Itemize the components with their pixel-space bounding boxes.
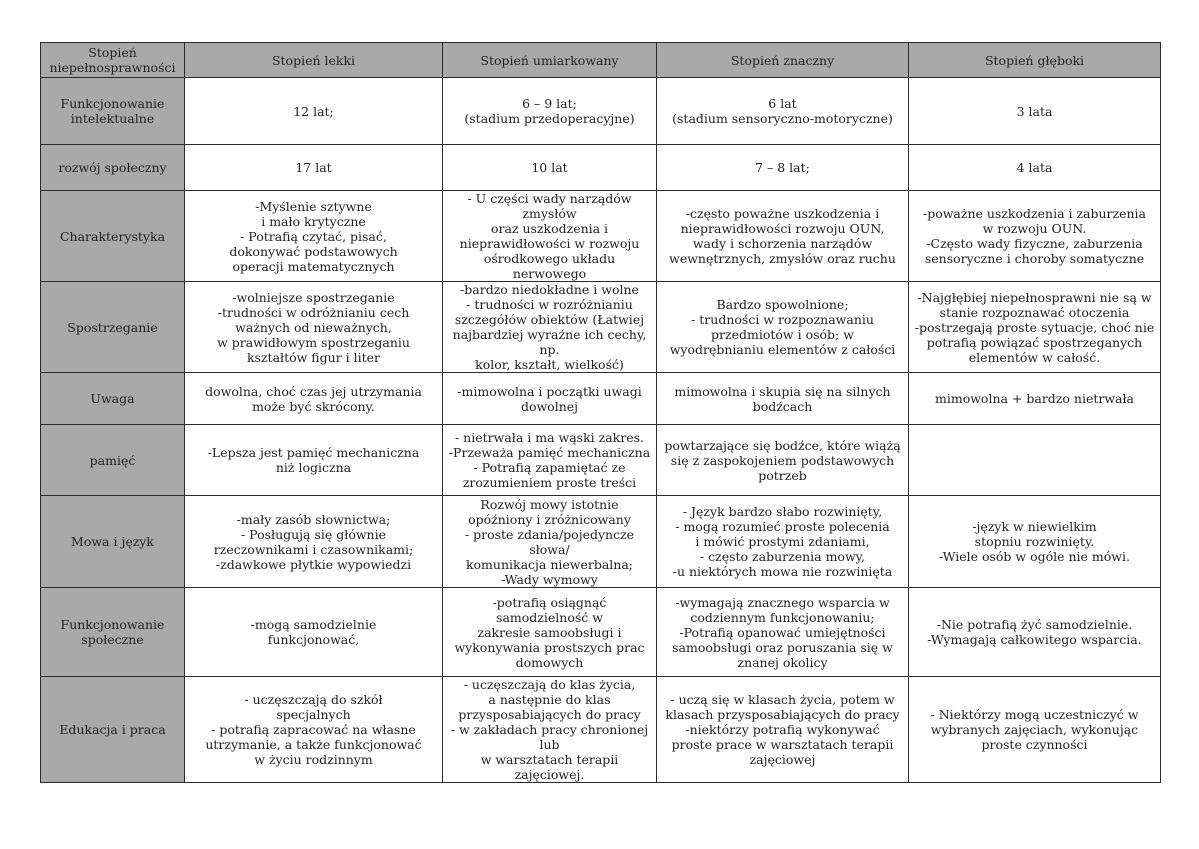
table-cell: -potrafią osiągnąć samodzielność w zakresie samoobsługi i wykonywania prostszych prac domowych <box>443 588 657 677</box>
row-label: Mowa i język <box>41 496 185 588</box>
table-cell: -bardzo niedokładne i wolne - trudności w rozróżnianiu szczegółów obiektów (Łatwiej najbardziej wyraźne ich cechy, np. kolor, kształt, wielkość) <box>443 282 657 373</box>
row-label: Spostrzeganie <box>41 282 185 373</box>
table-row <box>41 425 1161 496</box>
table-cell: -Myślenie sztywne i mało krytyczne - Potrafią czytać, pisać, dokonywać podstawowych operacji matematycznych <box>185 191 443 282</box>
table-cell: Rozwój mowy istotnie opóźniony i zróżnicowany - proste zdania/pojedyncze słowa/ komunikacja niewerbalna; -Wady wymowy <box>443 496 657 588</box>
header-row <box>41 43 1161 78</box>
table-row <box>41 78 1161 145</box>
row-label: Funkcjonowanie intelektualne <box>41 78 185 145</box>
table-row <box>41 282 1161 373</box>
table-cell: 3 lata <box>909 78 1161 145</box>
table-cell: 6 lat (stadium sensoryczno-motoryczne) <box>657 78 909 145</box>
table-cell: -często poważne uszkodzenia i nieprawidłowości rozwoju OUN, wady i schorzenia narządów wewnętrznych, zmysłów oraz ruchu <box>657 191 909 282</box>
header-profound: Stopień głęboki <box>909 43 1161 78</box>
header-mild: Stopień lekki <box>185 43 443 78</box>
table-cell: 12 lat; <box>185 78 443 145</box>
table-cell: - Język bardzo słabo rozwinięty, - mogą rozumieć proste polecenia i mówić prostymi zdaniami, - często zaburzenia mowy, -u niektórych mowa nie rozwinięta <box>657 496 909 588</box>
table-cell: -poważne uszkodzenia i zaburzenia w rozwoju OUN. -Często wady fizyczne, zaburzenia sensoryczne i choroby somatyczne <box>909 191 1161 282</box>
table-cell: 6 – 9 lat; (stadium przedoperacyjne) <box>443 78 657 145</box>
header-moderate: Stopień umiarkowany <box>443 43 657 78</box>
table-cell: - U części wady narządów zmysłów oraz uszkodzenia i nieprawidłowości w rozwoju ośrodkowego układu nerwowego <box>443 191 657 282</box>
table-row <box>41 496 1161 588</box>
table-row <box>41 145 1161 191</box>
table-cell: - Niektórzy mogą uczestniczyć w wybranych zajęciach, wykonując proste czynności <box>909 677 1161 783</box>
table-cell: 4 lata <box>909 145 1161 191</box>
table-cell: -mały zasób słownictwa; - Posługują się głównie rzeczownikami i czasownikami; -zdawkowe płytkie wypowiedzi <box>185 496 443 588</box>
header-severe: Stopień znaczny <box>657 43 909 78</box>
table-cell: mimowolna + bardzo nietrwała <box>909 373 1161 425</box>
table-cell: -mimowolna i początki uwagi dowolnej <box>443 373 657 425</box>
table-cell: -Najgłębiej niepełnosprawni nie są w stanie rozpoznawać otoczenia -postrzegają proste sytuacje, choć nie potrafią powiązać spostrzeganych elementów w całość. <box>909 282 1161 373</box>
table-cell: - uczęszczają do szkół specjalnych - potrafią zapracować na własne utrzymanie, a także funkcjonować w życiu rodzinnym <box>185 677 443 783</box>
table-cell: -język w niewielkim stopniu rozwinięty. -Wiele osób w ogóle nie mówi. <box>909 496 1161 588</box>
table-cell: -mogą samodzielnie funkcjonować, <box>185 588 443 677</box>
table-cell: Bardzo spowolnione; - trudności w rozpoznawaniu przedmiotów i osób; w wyodrębnianiu elementów z całości <box>657 282 909 373</box>
row-label: Charakterystyka <box>41 191 185 282</box>
row-label: Uwaga <box>41 373 185 425</box>
table-cell: 17 lat <box>185 145 443 191</box>
table-cell: 10 lat <box>443 145 657 191</box>
table-cell: dowolna, choć czas jej utrzymania może być skrócony. <box>185 373 443 425</box>
table-row <box>41 588 1161 677</box>
table-cell: powtarzające się bodźce, które wiążą się z zaspokojeniem podstawowych potrzeb <box>657 425 909 496</box>
table-cell: -Lepsza jest pamięć mechaniczna niż logiczna <box>185 425 443 496</box>
table-row <box>41 677 1161 783</box>
table-cell: mimowolna i skupia się na silnych bodźcach <box>657 373 909 425</box>
table-cell: - uczęszczają do klas życia, a następnie do klas przysposabiających do pracy - w zakładach pracy chronionej lub w warsztatach terapii zajęciowej. <box>443 677 657 783</box>
header-corner: Stopień niepełnosprawności <box>41 43 185 78</box>
table-row <box>41 191 1161 282</box>
disability-comparison-table <box>40 42 1161 783</box>
table-cell: -wolniejsze spostrzeganie -trudności w odróżnianiu cech ważnych od nieważnych, w prawidłowym spostrzeganiu kształtów figur i liter <box>185 282 443 373</box>
row-label: rozwój społeczny <box>41 145 185 191</box>
table-cell: - nietrwała i ma wąski zakres. -Przeważa pamięć mechaniczna - Potrafią zapamiętać ze zrozumieniem proste treści <box>443 425 657 496</box>
table-cell: 7 – 8 lat; <box>657 145 909 191</box>
row-label: pamięć <box>41 425 185 496</box>
table-cell: -wymagają znacznego wsparcia w codziennym funkcjonowaniu; -Potrafią opanować umiejętności samoobsługi oraz poruszania się w znanej okolicy <box>657 588 909 677</box>
row-label: Funkcjonowanie społeczne <box>41 588 185 677</box>
table-cell: - uczą się w klasach życia, potem w klasach przysposabiających do pracy -niektórzy potrafią wykonywać proste prace w warsztatach terapii zajęciowej <box>657 677 909 783</box>
table-row <box>41 373 1161 425</box>
table-cell: -Nie potrafią żyć samodzielnie. -Wymagają całkowitego wsparcia. <box>909 588 1161 677</box>
row-label: Edukacja i praca <box>41 677 185 783</box>
table-cell <box>909 425 1161 496</box>
